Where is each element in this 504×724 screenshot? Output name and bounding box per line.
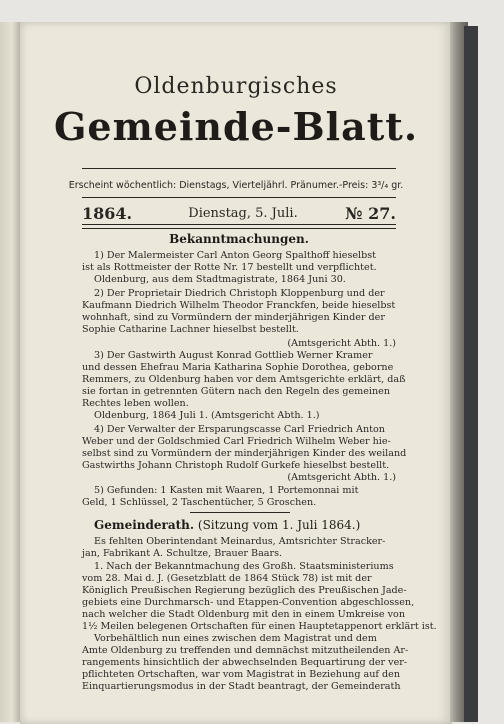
issue-date: Dienstag, 5. Juli. [188, 206, 298, 221]
section-title-bekanntmachungen: Bekanntmachungen. [169, 232, 309, 246]
text-line: Kaufmann Diedrich Wilhelm Theodor Franckfen, beide hieselbst [82, 300, 396, 311]
section-title-gemeinderath: Gemeinderath. [94, 518, 195, 532]
text-line: Gastwirths Johann Christoph Rudolf Gurkefe hieselbst bestellt. [82, 460, 390, 471]
masthead-line-1: Oldenburgisches [134, 74, 338, 99]
text-line: 1½ Meilen belegenen Ortschaften für einen Hauptetappenort erklärt ist. [82, 621, 437, 632]
text-line: 5) Gefunden: 1 Kasten mit Waaren, 1 Portemonnai mit [94, 485, 359, 496]
text-line: Geld, 1 Schlüssel, 2 Taschentücher, 5 Groschen. [82, 497, 317, 508]
section-heading-gemeinderath [94, 518, 396, 532]
text-line: 1) Der Malermeister Carl Anton Georg Spalthoff hieselbst [94, 250, 377, 261]
text-line: nach welcher die Stadt Oldenburg mit den in einem Umkreise von [82, 609, 405, 620]
text-line: Weber und der Goldschmied Carl Friedrich Wilhelm Weber hie- [82, 436, 391, 447]
text-line: Es fehlten Oberintendant Meinardus, Amtsrichter Stracker- [94, 536, 386, 547]
text-line: Remmers, zu Oldenburg haben vor dem Amtsgerichte erklärt, daß [82, 374, 406, 385]
text-line: pflichteten Ortschaften, war vom Magistrat in Beziehung auf den [82, 669, 401, 680]
text-line: jan, Fabrikant A. Schultze, Brauer Baars. [82, 548, 283, 559]
text-line: Oldenburg, aus dem Stadtmagistrate, 1864 Juni 30. [94, 274, 346, 285]
session-date: (Sitzung vom 1. Juli 1864.) [197, 518, 361, 532]
text-line: Einquartierungsmodus in der Stadt beantragt, der Gemeinderath [82, 681, 401, 692]
masthead-title: Gemeinde-Blatt. [53, 104, 419, 149]
subscription-info: Erscheint wöchentlich: Dienstags, Vierteljährl. Pränumer.-Preis: 3³/₄ gr. [68, 180, 404, 191]
text-line: 3) Der Gastwirth August Konrad Gottlieb Werner Kramer [94, 350, 373, 361]
text-line: Oldenburg, 1864 Juli 1. (Amtsgericht Abth. 1.) [94, 410, 320, 421]
issue-rule-top [82, 197, 396, 198]
issue-year: 1864. [82, 204, 133, 223]
text-line: 4) Der Verwalter der Ersparungscasse Carl Friedrich Anton [94, 424, 385, 435]
issue-rule-bottom [82, 224, 396, 229]
text-line: wohnhaft, sind zu Vormündern der minderjährigen Kinder der [82, 312, 385, 323]
text-line: vom 28. Mai d. J. (Gesetzblatt de 1864 Stück 78) ist mit der [82, 573, 372, 584]
masthead-rule [82, 168, 396, 169]
text-line: und dessen Ehefrau Maria Katharina Sophie Dorothea, geborne [82, 362, 394, 373]
text-line: Rechtes leben wollen. [82, 398, 189, 409]
text-line: Königlich Preußischen Regierung bezüglich des Preußischen Jade- [82, 585, 407, 596]
text-line: ist als Rottmeister der Rotte Nr. 17 bestellt und verpflichtet. [82, 262, 377, 273]
text-line: Sophie Catharine Lachner hieselbst bestellt. [82, 324, 299, 335]
text-line: sie fortan in getrennten Gütern nach den Regeln des gemeinen [82, 386, 391, 397]
text-line: Amte Oldenburg zu treffenden und demnächst mitzutheilenden Ar- [82, 645, 409, 656]
text-line: 1. Nach der Bekanntmachung des Großh. Staatsministeriums [94, 561, 394, 572]
section-divider [190, 512, 290, 513]
text-line: Vorbehältlich nun eines zwischen dem Magistrat und dem [94, 633, 377, 644]
text-line: 2) Der Proprietair Diedrich Christoph Kloppenburg und der [94, 288, 385, 299]
issue-number: № 27. [345, 204, 396, 223]
text-line: rangements hinsichtlich der abwechselnden Bequartirung der ver- [82, 657, 408, 668]
book-cover-edge [464, 26, 478, 722]
text-line: selbst sind zu Vormündern der minderjährigen Kinder des weiland [82, 448, 407, 459]
text-line: (Amtsgericht Abth. 1.) [287, 338, 396, 349]
facing-page-edge [0, 22, 21, 722]
newspaper-page [20, 22, 452, 724]
text-line: (Amtsgericht Abth. 1.) [287, 472, 396, 483]
text-line: gebiets eine Durchmarsch- und Etappen-Convention abgeschlossen, [82, 597, 415, 608]
